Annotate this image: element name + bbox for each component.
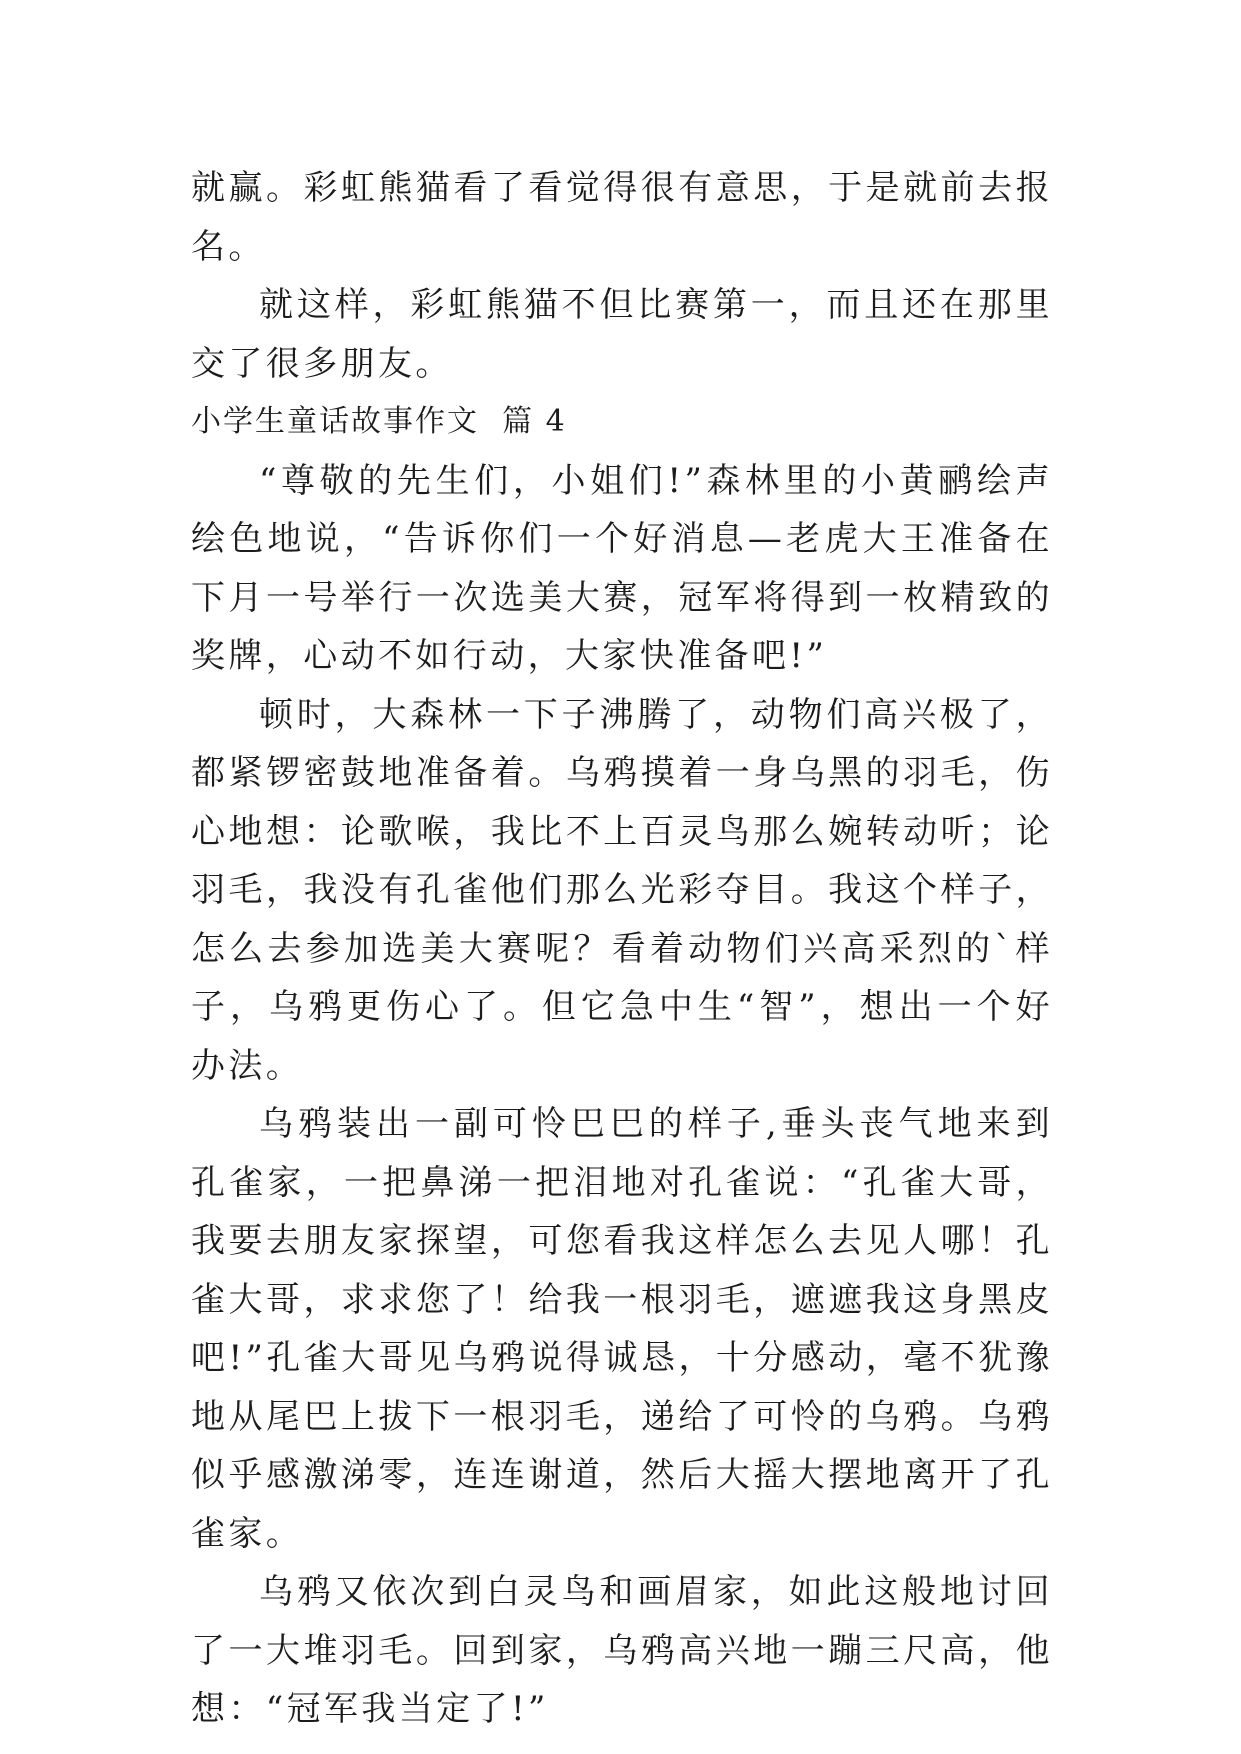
document-body — [191, 159, 1053, 1739]
paragraph: 乌鸦又依次到白灵鸟和画眉家，如此这般地讨回了一大堆羽毛。回到家，乌鸦高兴地一蹦三尺高，他想：“冠军我当定了!” — [191, 1572, 1053, 1729]
paragraph: 就这样，彩虹熊猫不但比赛第一，而且还在那里交了很多朋友。 — [191, 285, 1053, 384]
paragraph: “尊敬的先生们，小姐们!”森林里的小黄鹂绘声绘色地说，“告诉你们一个好消息—老虎大王准备在下月一号举行一次选美大赛，冠军将得到一枚精致的奖牌，心动不如行动，大家快准备吧!” — [191, 460, 1053, 676]
section-heading: 小学生童话故事作文 篇 4 — [191, 404, 567, 439]
paragraph: 乌鸦装出一副可怜巴巴的样子,垂头丧气地来到孔雀家，一把鼻涕一把泪地对孔雀说：“孔雀大哥，我要去朋友家探望，可您看我这样怎么去见人哪！孔雀大哥，求求您了！给我一根羽毛，遮遮我这身黑皮吧!”孔雀大哥见乌鸦说得诚恳，十分感动，毫不犹豫地从尾巴上拔下一根羽毛，递给了可怜的乌鸦。乌鸦似乎感激涕零，连连谢道，然后大摇大摆地离开了孔雀家。 — [191, 1104, 1053, 1554]
paragraph: 顿时，大森林一下子沸腾了，动物们高兴极了，都紧锣密鼓地准备着。乌鸦摸着一身乌黑的羽毛，伤心地想：论歌喉，我比不上百灵鸟那么婉转动听；论羽毛，我没有孔雀他们那么光彩夺目。我这个样子，怎么去参加选美大赛呢？看着动物们兴高采烈的`样子，乌鸦更伤心了。但它急中生“智”，想出一个好办法。 — [191, 694, 1053, 1086]
paragraph-continued: 就赢。彩虹熊猫看了看觉得很有意思，于是就前去报名。 — [191, 168, 1053, 267]
